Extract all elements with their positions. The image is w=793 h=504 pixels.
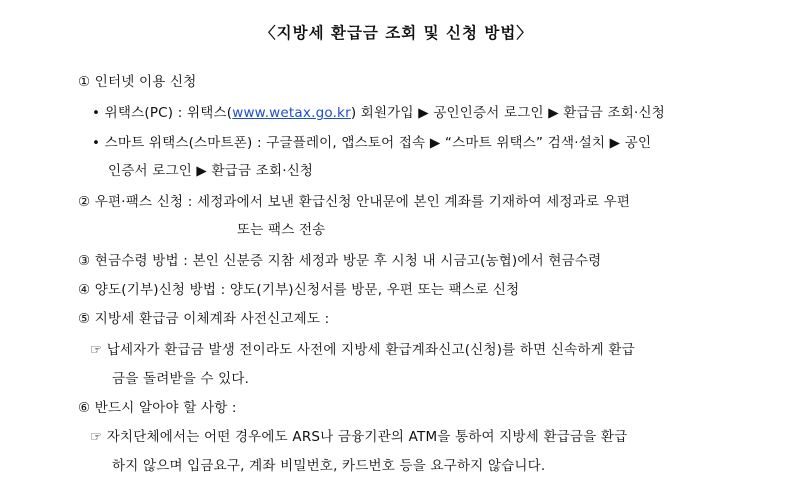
section-6-note-cont: 하지 않으며 입금요구, 계좌 비밀번호, 카드번호 등을 요구하지 않습니다.	[112, 458, 546, 474]
section-1-heading: ① 인터넷 이용 신청	[78, 74, 197, 90]
section-2-heading: ② 우편·팩스 신청 : 세정과에서 보낸 환급신청 안내문에 본인 계좌를 기재하여 세정과로 우편	[78, 194, 631, 210]
wetax-pc-line	[92, 103, 665, 123]
section-6-heading: ⑥ 반드시 알아야 할 사항 :	[78, 400, 237, 416]
wetax-pc-text-prefix: • 위택스(PC) : 위택스(	[92, 105, 233, 121]
wetax-link[interactable]: www.wetax.go.kr	[232, 105, 351, 121]
section-3-heading: ③ 현금수령 방법 : 본인 신분증 지참 세정과 방문 후 시청 내 시금고(농협)에서 현금수령	[78, 253, 602, 269]
smart-wetax-line: • 스마트 위택스(스마트폰) : 구글플레이, 앱스토어 접속 ▶ “스마트 위택스” 검색·설치 ▶ 공인	[92, 135, 652, 151]
section-5-note: ☞ 납세자가 환급금 발생 전이라도 사전에 지방세 환급계좌신고(신청)를 하면 신속하게 환급	[90, 342, 635, 358]
section-2-cont: 또는 팩스 전송	[237, 222, 326, 238]
section-5-heading: ⑤ 지방세 환급금 이체계좌 사전신고제도 :	[78, 311, 330, 327]
wetax-pc-text-suffix: ) 회원가입 ▶ 공인인증서 로그인 ▶ 환급금 조회·신청	[350, 105, 665, 121]
section-4-heading: ④ 양도(기부)신청 방법 : 양도(기부)신청서를 방문, 우편 또는 팩스로 신청	[78, 282, 520, 298]
section-6-note: ☞ 자치단체에서는 어떤 경우에도 ARS나 금융기관의 ATM을 통하여 지방세 환급금을 환급	[90, 429, 628, 445]
smart-wetax-line-cont: 인증서 로그인 ▶ 환급금 조회·신청	[108, 163, 314, 179]
section-5-note-cont: 금을 돌려받을 수 있다.	[112, 371, 250, 387]
document-title: 〈지방세 환급금 조회 및 신청 방법〉	[260, 24, 533, 42]
